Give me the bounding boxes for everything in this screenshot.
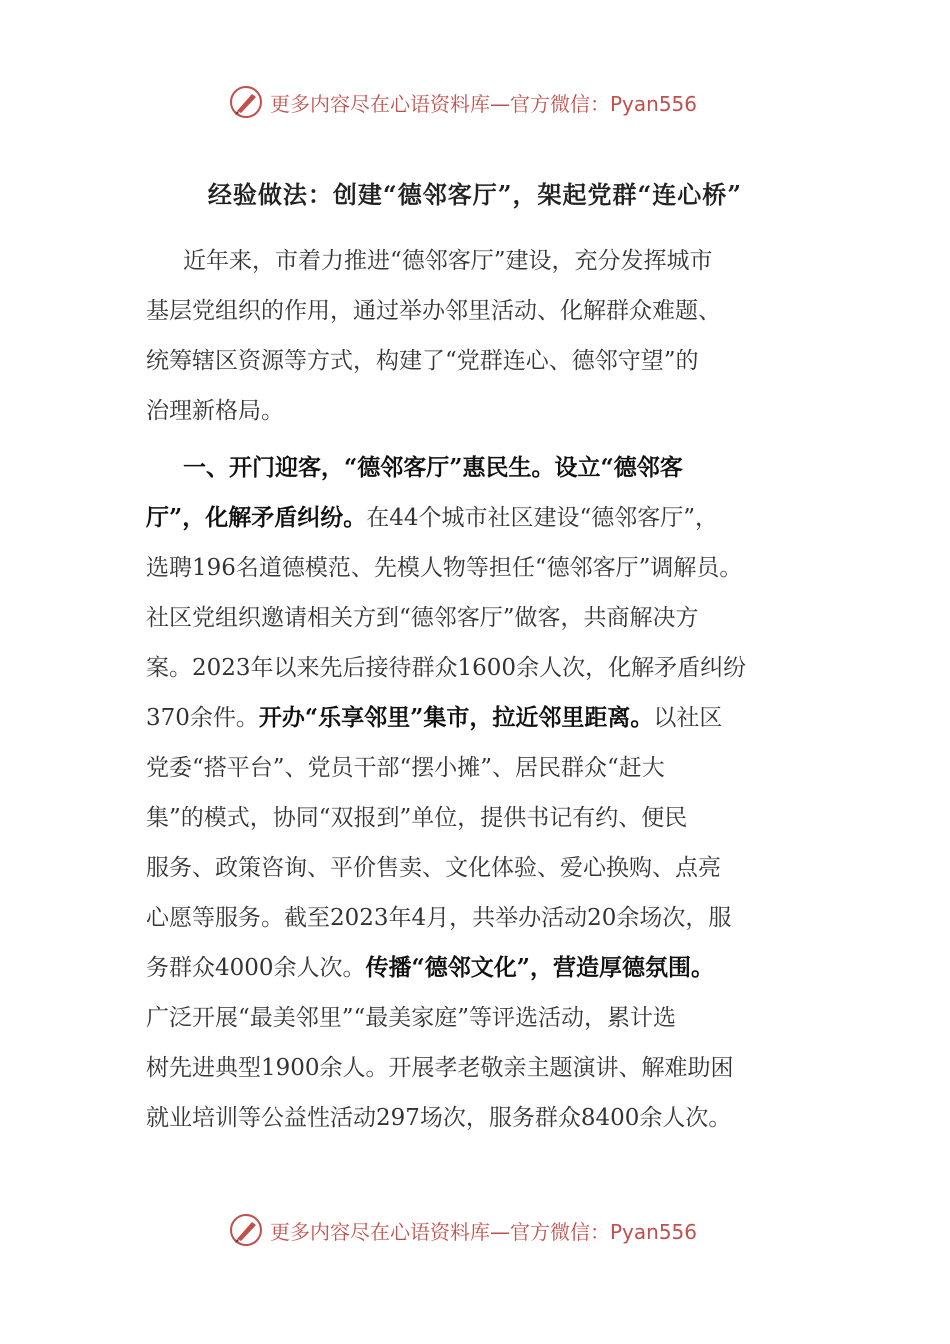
paragraph-line [146, 949, 714, 982]
paragraph-line: 党委“搭平台”、党员干部“摆小摊”、居民群众“赶大 [146, 755, 665, 781]
page-title: 经验做法：创建“德邻客厅”，架起党群“连心桥” [207, 180, 743, 209]
paragraph-line: 选聘196名道德模范、先模人物等担任“德邻客厅”调解员。 [146, 555, 743, 581]
paragraph-line: 社区党组织邀请相关方到“德邻客厅”做客，共商解决方 [146, 605, 699, 631]
paragraph-line: 近年来，市着力推进“德邻客厅”建设，充分发挥城市 [183, 248, 713, 274]
section-heading-line [183, 449, 683, 482]
header-banner [228, 82, 748, 122]
section-heading: 一、开门迎客，“德邻客厅”惠民生。设立“德邻客 [183, 454, 683, 481]
bold-lead: 厅”，化解矛盾纠纷。 [146, 504, 367, 531]
paragraph-line [146, 499, 718, 532]
bold-lead: 传播“德邻文化”，营造厚德氛围。 [365, 954, 715, 981]
paragraph-line: 广泛开展“最美邻里”“最美家庭”等评选活动，累计选 [146, 1005, 677, 1031]
pen-logo-icon [228, 1212, 264, 1248]
paragraph-line: 就业培训等公益性活动297场次，服务群众8400余人次。 [146, 1105, 732, 1131]
body-text: 以社区 [653, 705, 723, 731]
paragraph-line [146, 699, 722, 732]
footer-banner [228, 1210, 748, 1250]
paragraph-line: 基层党组织的作用，通过举办邻里活动、化解群众难题、 [146, 298, 721, 324]
footer-banner-text: 更多内容尽在心语资料库—官方微信：Pyan556 [270, 1219, 698, 1244]
body-text: 在44个城市社区建设“德邻客厅”， [366, 505, 719, 531]
paragraph-line: 心愿等服务。截至2023年4月，共举办活动20余场次，服 [146, 905, 732, 931]
header-banner-text: 更多内容尽在心语资料库—官方微信：Pyan556 [270, 91, 698, 116]
paragraph-line: 服务、政策咨询、平价售卖、文化体验、爱心换购、点亮 [146, 855, 721, 881]
pen-logo-icon [228, 84, 264, 120]
paragraph-line: 树先进典型1900余人。开展孝老敬亲主题演讲、解难助困 [146, 1055, 734, 1081]
paragraph-line: 统筹辖区资源等方式，构建了“党群连心、德邻守望”的 [146, 348, 699, 374]
body-text: 370余件。 [146, 705, 259, 731]
paragraph-line: 集”的模式，协同“双报到”单位，提供书记有约、便民 [146, 805, 688, 831]
body-text: 务群众4000余人次。 [146, 955, 366, 981]
bold-lead: 开办“乐享邻里”集市，拉近邻里距离。 [258, 704, 654, 731]
paragraph-line: 案。2023年以来先后接待群众1600余人次，化解矛盾纠纷 [146, 655, 747, 681]
paragraph-line: 治理新格局。 [146, 398, 284, 424]
